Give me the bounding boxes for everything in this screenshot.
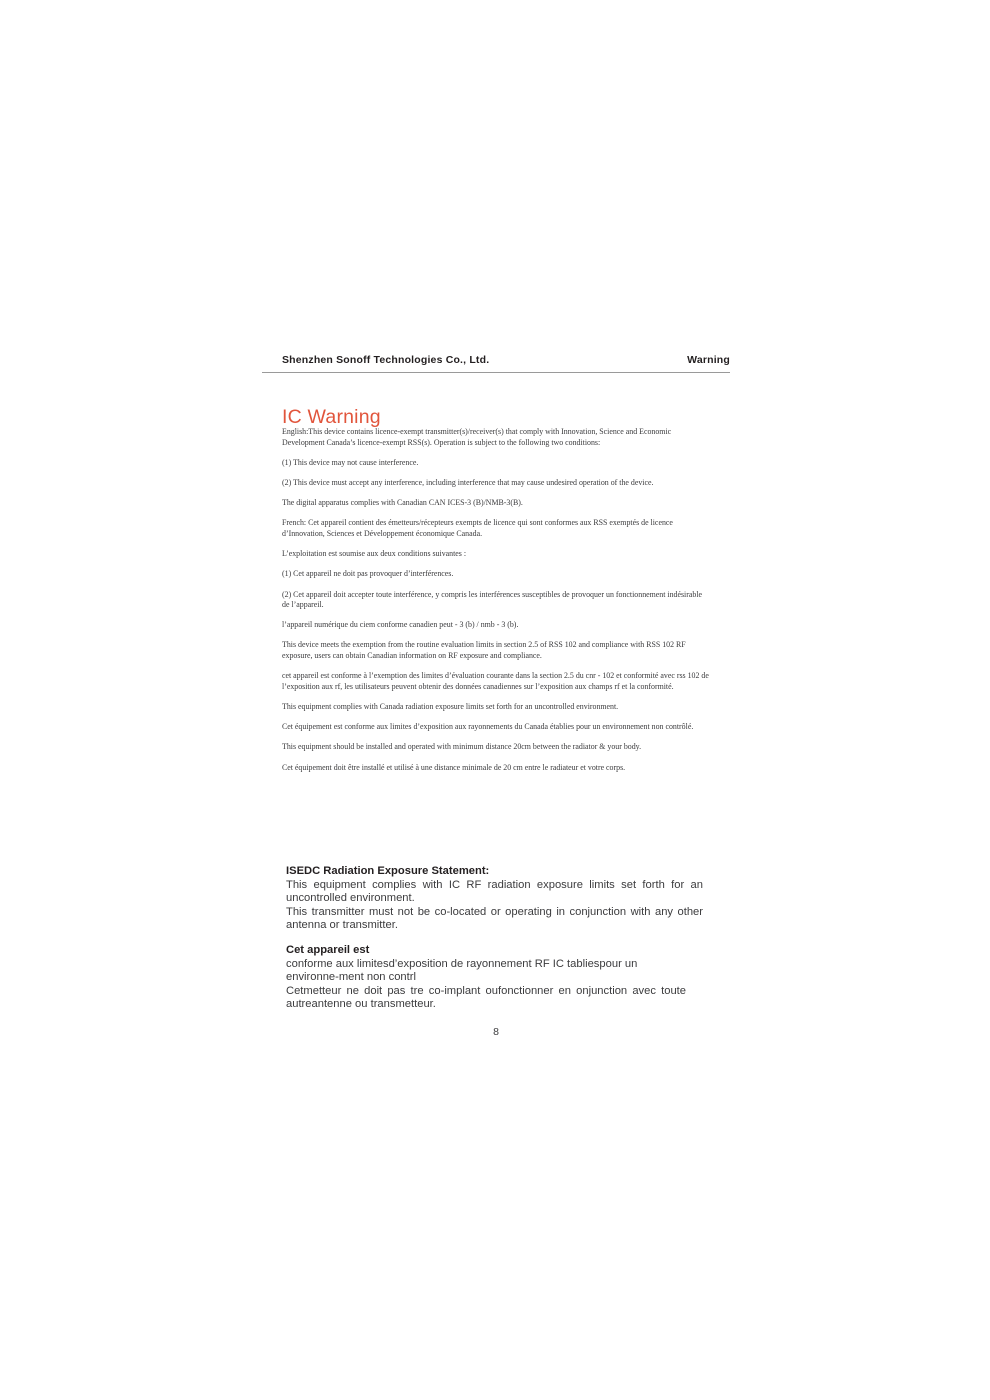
body-paragraph: L’exploitation est soumise aux deux conditions suivantes : xyxy=(282,549,467,559)
isedc-statement-title: ISEDC Radiation Exposure Statement: xyxy=(286,865,490,877)
body-paragraph: cet appareil est conforme à l’exemption des limites d’évaluation courante dans la section 2.5 du cnr - 102 et conformité avec rss 102 de l’exposition aux rf, les utilisateurs peuvent obtenir des données canadiennes sur l’exposition aux champs rf et la conformité. xyxy=(282,671,709,691)
body-paragraph: The digital apparatus complies with Canadian CAN ICES-3 (B)/NMB-3(B). xyxy=(282,498,523,508)
running-header xyxy=(262,354,730,366)
body-paragraph: l’appareil numérique du ciem conforme canadien peut - 3 (b) / nmb - 3 (b). xyxy=(282,620,519,630)
body-paragraph: This equipment should be installed and operated with minimum distance 20cm between the radiator & your body. xyxy=(282,742,642,752)
body-paragraph: This device meets the exemption from the routine evaluation limits in section 2.5 of RSS 102 and compliance with RSS 102 RF exposure, users can obtain Canadian information on RF exposure and compliance. xyxy=(282,640,686,661)
body-paragraph: (2) Cet appareil doit accepter toute interférence, y compris les interférences susceptibles de provoquer un fonctionnement indésirable de l’appareil. xyxy=(282,589,703,610)
body-paragraph: French: Cet appareil contient des émetteurs/récepteurs exempts de licence qui sont conformes aux RSS exemptés de licence d’Innovation, Sciences et Développement économique Canada. xyxy=(282,518,673,538)
isedc-statement-english xyxy=(286,865,703,933)
body-text-block xyxy=(282,427,709,783)
body-paragraph: Cet équipement est conforme aux limites d’exposition aux rayonnements du Canada établies pour un environnement non contrôlé. xyxy=(282,722,694,732)
header-company-name: Shenzhen Sonoff Technologies Co., Ltd. xyxy=(282,354,490,366)
body-paragraph: English:This device contains licence-exempt transmitter(s)/receiver(s) that comply with Innovation, Science and Economic Development Canada’s licence-exempt RSS(s). Operation is subject to the following two conditions: xyxy=(282,427,672,447)
body-paragraph: This equipment complies with Canada radiation exposure limits set forth for an uncontrolled environment. xyxy=(282,702,619,712)
body-paragraph: (1) This device may not cause interference. xyxy=(282,457,419,467)
french-statement-paragraph: Cetmetteur ne doit pas tre co-implant oufonctionner en onjunction avec toute autreantenne ou transmetteur. xyxy=(286,984,686,1011)
page-title: IC Warning xyxy=(282,406,381,429)
header-section-label: Warning xyxy=(687,354,730,366)
isedc-statement-paragraph: This equipment complies with IC RF radiation exposure limits set forth for an uncontrolled environment. xyxy=(286,878,703,905)
page-number: 8 xyxy=(493,1026,499,1038)
body-paragraph: (2) This device must accept any interference, including interference that may cause undesired operation of the device. xyxy=(282,477,654,487)
header-divider-rule xyxy=(262,372,730,373)
french-statement-paragraph: conforme aux limitesd’exposition de rayonnement RF IC tabliespour un environne-ment non contrl xyxy=(286,957,638,984)
french-statement-title: Cet appareil est xyxy=(286,944,370,956)
isedc-statement-paragraph: This transmitter must not be co-located or operating in conjunction with any other antenna or transmitter. xyxy=(286,905,703,932)
body-paragraph: Cet équipement doit être installé et utilisé à une distance minimale de 20 cm entre le radiateur et votre corps. xyxy=(282,762,626,772)
body-paragraph: (1) Cet appareil ne doit pas provoquer d’interférences. xyxy=(282,569,454,579)
isedc-statement-french xyxy=(286,944,686,1012)
